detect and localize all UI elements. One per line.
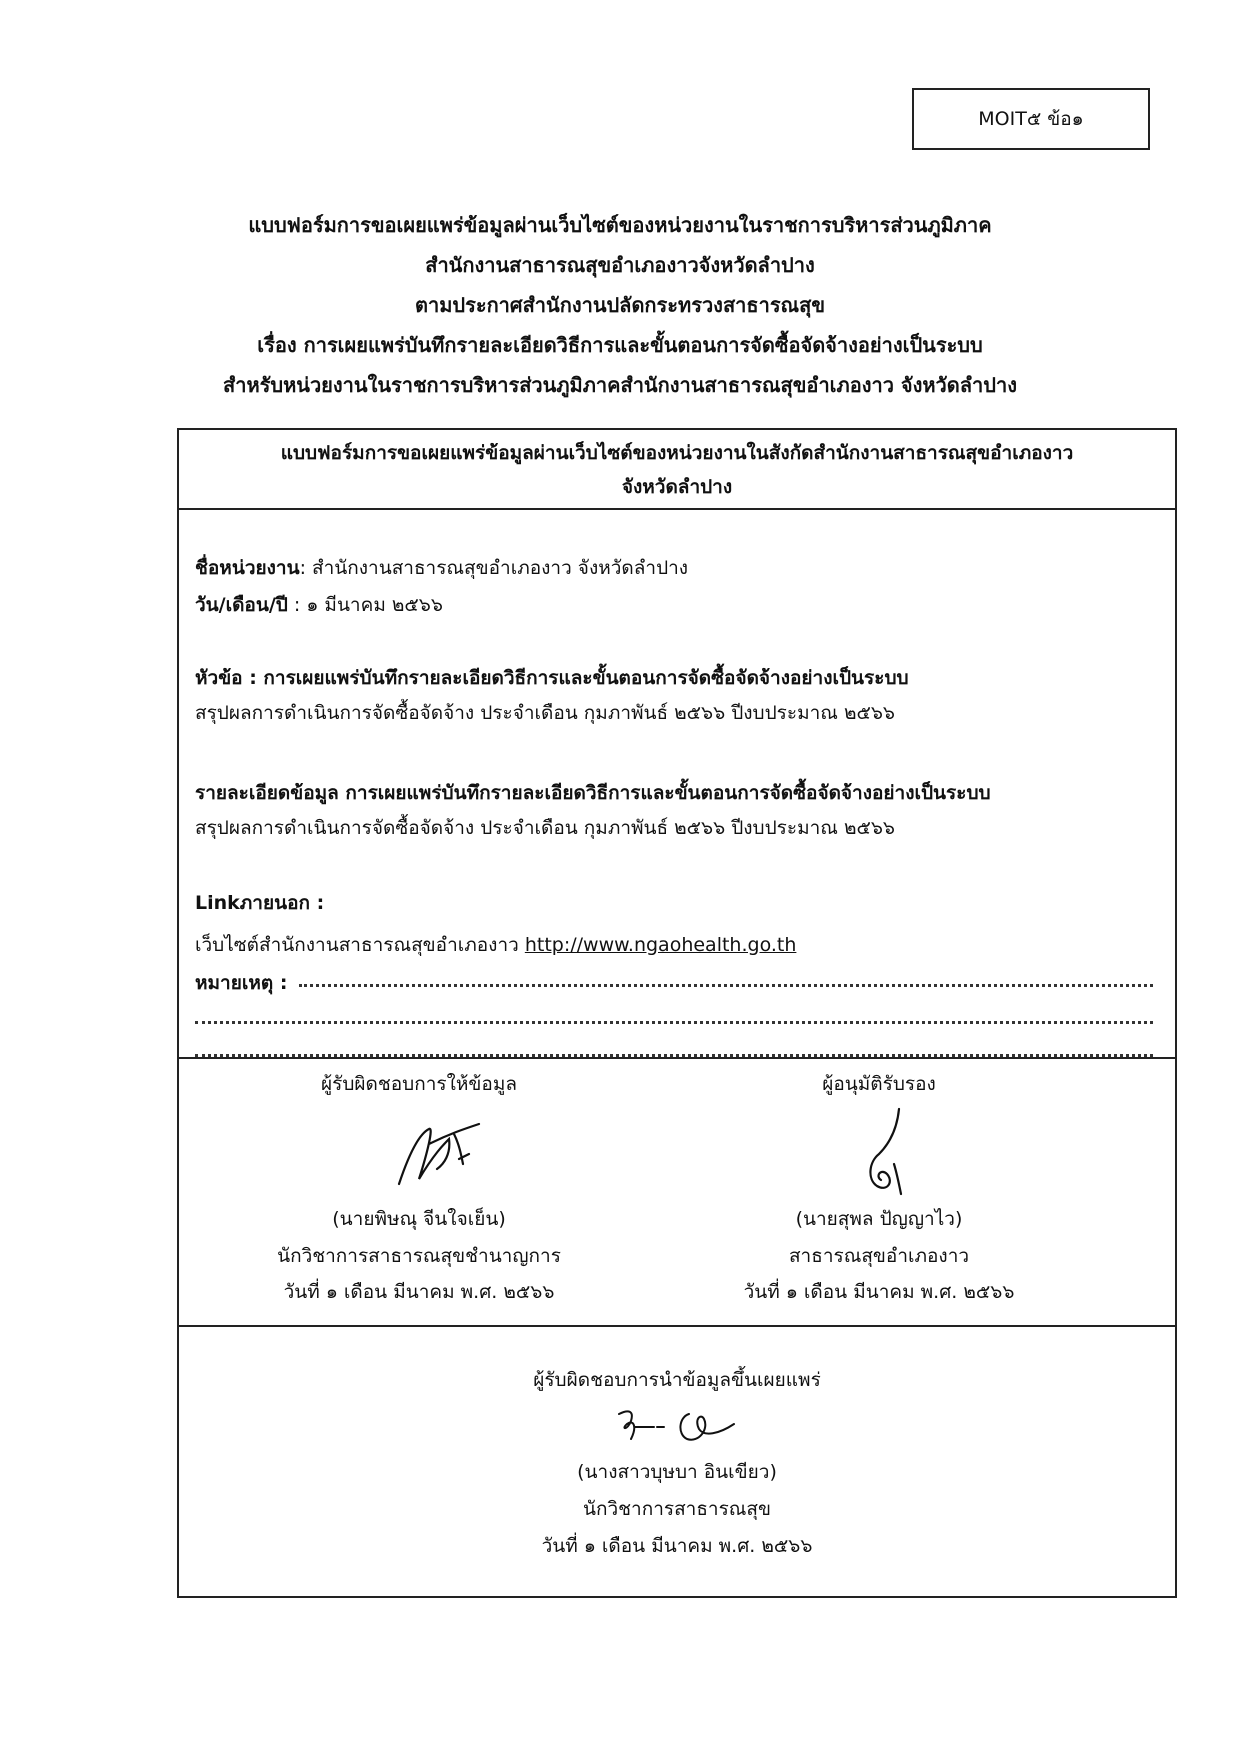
remark-dotted-line-3: [195, 1050, 1153, 1057]
date-row: [195, 590, 443, 620]
detail-label: รายละเอียดข้อมูล การเผยแพร่บันทึกรายละเอียดวิธีการและขั้นตอนการจัดซื้อจัดจ้างอย่างเป็นระบบ: [195, 782, 991, 804]
approver-name: (นายสุพล ปัญญาไว): [795, 1208, 963, 1230]
approver-position: สาธารณสุขอำเภองาว: [788, 1245, 970, 1267]
external-link-label: Linkภายนอก :: [195, 892, 325, 914]
publisher-position: นักวิชาการสาธารณสุข: [582, 1498, 772, 1520]
form-details: [179, 510, 1175, 1059]
publisher-name: (นางสาวบุษบา อินเขียว): [577, 1461, 777, 1483]
header-line-3: ตามประกาศสำนักงานปลัดกระทรวงสาธารณสุข: [414, 293, 825, 317]
publisher-section: [179, 1327, 1175, 1598]
approver-date: วันที่ ๑ เดือน มีนาคม พ.ศ. ๒๕๖๖: [743, 1281, 1015, 1303]
document-header: [0, 205, 1240, 405]
form-title: [179, 430, 1175, 510]
provider-signature-icon: [389, 1114, 489, 1194]
date-value: : ๑ มีนาคม ๒๕๖๖: [287, 594, 443, 616]
topic-label: หัวข้อ : การเผยแพร่บันทึกรายละเอียดวิธีการและขั้นตอนการจัดซื้อจัดจ้างอย่างเป็นระบบ: [195, 667, 909, 689]
remark-label: หมายเหตุ :: [195, 972, 288, 994]
agency-row: [195, 553, 688, 583]
website-text: เว็บไซต์สำนักงานสาธารณสุขอำเภองาว: [195, 934, 519, 956]
agency-label: ชื่อหน่วยงาน: [195, 557, 300, 579]
date-label: วัน/เดือน/ปี: [195, 594, 288, 616]
reference-code: MOIT๕ ข้อ๑: [978, 108, 1084, 130]
publisher-signature-icon: [609, 1399, 749, 1451]
header-line-5: สำหรับหน่วยงานในราชการบริหารส่วนภูมิภาคสำนักงานสาธารณสุขอำเภองาว จังหวัดลำปาง: [223, 373, 1017, 397]
header-line-1: แบบฟอร์มการขอเผยแพร่ข้อมูลผ่านเว็บไซต์ของหน่วยงานในราชการบริหารส่วนภูมิภาค: [248, 213, 992, 237]
request-form: [177, 428, 1177, 1598]
signature-section: [179, 1059, 1175, 1327]
header-line-4: เรื่อง การเผยแพร่บันทึกรายละเอียดวิธีการและขั้นตอนการจัดซื้อจัดจ้างอย่างเป็นระบบ: [257, 333, 983, 357]
topic-detail: สรุปผลการดำเนินการจัดซื้อจัดจ้าง ประจำเดือน กุมภาพันธ์ ๒๕๖๖ ปีงบประมาณ ๒๕๖๖: [195, 702, 895, 724]
website-row: [195, 930, 796, 960]
detail-text: สรุปผลการดำเนินการจัดซื้อจัดจ้าง ประจำเดือน กุมภาพันธ์ ๒๕๖๖ ปีงบประมาณ ๒๕๖๖: [195, 817, 895, 839]
website-link[interactable]: http://www.ngaohealth.go.th: [524, 934, 797, 956]
remark-dotted-line-1: [299, 980, 1153, 987]
reference-code-box: [912, 88, 1150, 150]
remark-dotted-line-2: [195, 1017, 1153, 1024]
provider-position: นักวิชาการสาธารณสุขชำนาญการ: [277, 1245, 561, 1267]
publisher-date: วันที่ ๑ เดือน มีนาคม พ.ศ. ๒๕๖๖: [541, 1535, 813, 1557]
approver-role: ผู้อนุมัติรับรอง: [822, 1073, 936, 1095]
agency-value: : สำนักงานสาธารณสุขอำเภองาว จังหวัดลำปาง: [299, 557, 689, 579]
form-title-line-1: แบบฟอร์มการขอเผยแพร่ข้อมูลผ่านเว็บไซต์ของหน่วยงานในสังกัดสำนักงานสาธารณสุขอำเภองาว: [280, 442, 1074, 464]
provider-name: (นายพิษณุ จีนใจเย็น): [332, 1208, 506, 1230]
form-title-line-2: จังหวัดลำปาง: [621, 476, 733, 498]
approver-signature-icon: [849, 1104, 919, 1199]
publisher-role: ผู้รับผิดชอบการนำข้อมูลขึ้นเผยแพร่: [533, 1369, 821, 1391]
header-line-2: สำนักงานสาธารณสุขอำเภองาวจังหวัดลำปาง: [425, 253, 815, 277]
provider-role: ผู้รับผิดชอบการให้ข้อมูล: [321, 1073, 517, 1095]
provider-date: วันที่ ๑ เดือน มีนาคม พ.ศ. ๒๕๖๖: [283, 1281, 555, 1303]
